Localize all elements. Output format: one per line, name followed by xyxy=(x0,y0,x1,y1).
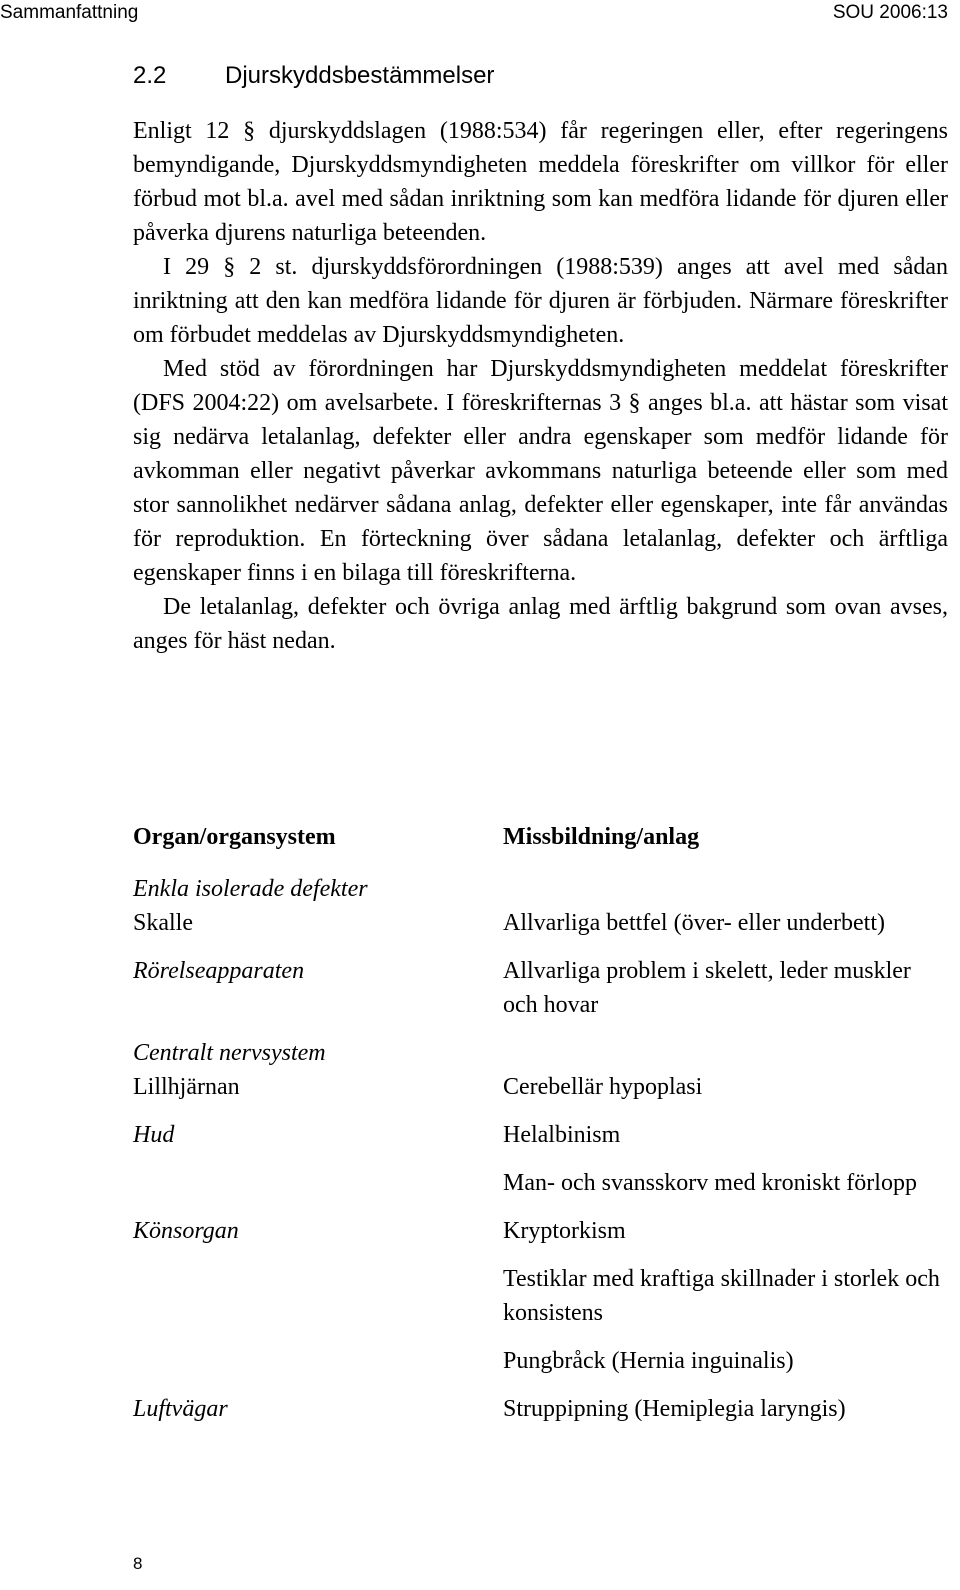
organ-cell: Rörelseapparaten xyxy=(133,958,305,984)
column-header-organ: Organ/organsystem xyxy=(133,824,336,850)
defect-cell: Allvarliga bettfel (över- eller underbett) xyxy=(503,910,886,936)
paragraph: I 29 § 2 st. djurskyddsförordningen (1988:539) anges att avel med sådan inriktning att den kan medföra lidande för djuren är förbjuden. Närmare föreskrifter om förbudet meddelas av Djurskyddsmyndigheten. xyxy=(133,254,948,348)
table-row xyxy=(133,872,948,906)
table-row xyxy=(133,1166,948,1200)
running-header-right: SOU 2006:13 xyxy=(832,2,948,23)
defect-cell: Allvarliga problem i skelett, leder muskler och hovar xyxy=(503,958,911,1018)
table-row xyxy=(133,1262,948,1330)
defects-table xyxy=(133,820,948,1426)
organ-cell: Luftvägar xyxy=(133,1396,228,1422)
organ-cell xyxy=(133,1262,503,1330)
paragraph: Med stöd av förordningen har Djurskyddsmyndigheten meddelat föreskrifter (DFS 2004:22) om avelsarbete. I föreskrifternas 3 § anges bl.a. att hästar som visat sig nedärva letalanlag, defekter eller andra egenskaper som medför lidande för avkomman eller negativt påverkar avkommans naturliga beteende eller som med stor sannolikhet nedärver sådana anlag, defekter eller egenskaper, inte får användas för reproduktion. En förteckning över sådana letalanlag, defekter och ärftliga egenskaper finns i en bilaga till föreskrifterna. xyxy=(133,356,948,586)
organ-cell xyxy=(133,1166,503,1200)
table-row xyxy=(133,1344,948,1378)
table-row xyxy=(133,1070,948,1104)
organ-cell: Skalle xyxy=(133,910,193,936)
table-row xyxy=(133,906,948,940)
table-row xyxy=(133,1036,948,1070)
defect-cell: Testiklar med kraftiga skillnader i storlek och konsistens xyxy=(503,1266,940,1326)
table-row xyxy=(133,1214,948,1248)
defect-cell: Kryptorkism xyxy=(503,1218,626,1244)
defect-cell: Cerebellär hypoplasi xyxy=(503,1074,703,1100)
organ-cell: Hud xyxy=(133,1122,175,1148)
paragraph: Enligt 12 § djurskyddslagen (1988:534) får regeringen eller, efter regeringens bemyndigande, Djurskyddsmyndigheten meddela föreskrifter om villkor för eller förbud mot bl.a. avel med sådan inriktning som kan medföra lidande för djuren eller påverka djurens naturliga beteenden. xyxy=(133,118,948,246)
table-row xyxy=(133,954,948,1022)
defect-cell xyxy=(503,872,943,906)
table-body xyxy=(133,872,948,1426)
organ-cell: Lillhjärnan xyxy=(133,1074,240,1100)
defect-cell xyxy=(503,1036,943,1070)
organ-cell: Centralt nervsystem xyxy=(133,1040,326,1066)
defect-cell: Pungbråck (Hernia inguinalis) xyxy=(503,1348,794,1374)
section-heading xyxy=(133,60,494,92)
table-row xyxy=(133,1392,948,1426)
defect-cell: Struppipning (Hemiplegia laryngis) xyxy=(503,1396,846,1422)
running-header-left: Sammanfattning xyxy=(0,2,139,23)
section-title: Djurskyddsbestämmelser xyxy=(225,62,495,89)
table-row xyxy=(133,1118,948,1152)
organ-cell: Könsorgan xyxy=(133,1218,239,1244)
paragraph: De letalanlag, defekter och övriga anlag med ärftlig bakgrund som ovan avses, anges för häst nedan. xyxy=(133,594,948,654)
defect-cell: Helalbinism xyxy=(503,1122,621,1148)
table-header-row xyxy=(133,820,948,854)
organ-cell: Enkla isolerade defekter xyxy=(133,876,368,902)
body-text xyxy=(133,114,948,658)
defect-cell: Man- och svansskorv med kroniskt förlopp xyxy=(503,1170,917,1196)
page-number: 8 xyxy=(133,1554,143,1573)
section-number: 2.2 xyxy=(133,62,167,89)
organ-cell xyxy=(133,1344,503,1378)
column-header-defect: Missbildning/anlag xyxy=(503,824,700,850)
